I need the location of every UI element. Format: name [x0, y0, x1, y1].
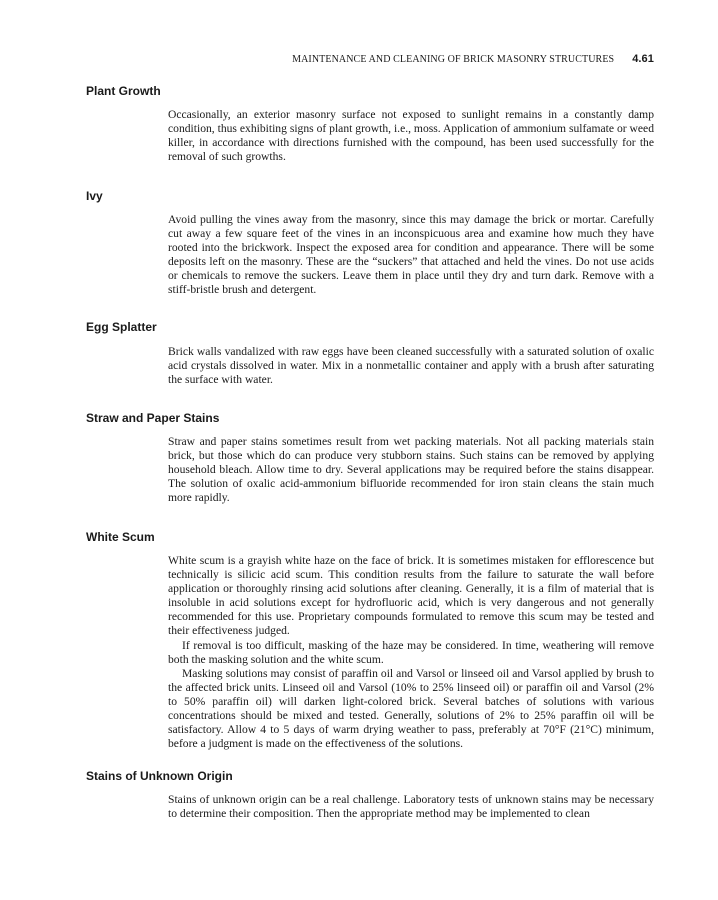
paragraph: Brick walls vandalized with raw eggs have been cleaned successfully with a saturated solution of oxalic acid crystals dissolved in water. Mix in a nonmetallic container and apply with a brush after saturating the surface with water. [168, 345, 654, 387]
section-body-egg-splatter [168, 345, 654, 387]
paragraph: Stains of unknown origin can be a real challenge. Laboratory tests of unknown stains may be necessary to determine their composition. Then the appropriate method may be implemented to clean [168, 793, 654, 821]
section-heading-straw-and-paper-stains: Straw and Paper Stains [86, 411, 220, 425]
running-header [292, 53, 654, 65]
section-body-plant-growth [168, 108, 654, 164]
page-number: 4.61 [632, 53, 654, 65]
section-body-white-scum [168, 554, 654, 751]
paragraph: Straw and paper stains sometimes result from wet packing materials. Not all packing materials stain brick, but those which do can produce very stubborn stains. Such stains can be removed by applying household bleach. Allow time to dry. Several applications may be required before the stains disappear. The solution of oxalic acid-ammonium bifluoride recommended for iron stain cleans the stain much more rapidly. [168, 435, 654, 505]
section-body-ivy [168, 213, 654, 298]
section-heading-stains-of-unknown-origin: Stains of Unknown Origin [86, 769, 233, 783]
paragraph: Masking solutions may consist of paraffin oil and Varsol or linseed oil and Varsol applied by brush to the affected brick units. Linseed oil and Varsol (10% to 25% linseed oil) or paraffin oil and Varsol (2% to 50% paraffin oil) will darken light-colored brick. Several batches of solutions with various concentrations should be mixed and tested. Generally, solutions of 2% to 25% paraffin oil will be satisfactory. Allow 4 to 5 days of warm drying weather to pass, preferably at 70°F (21°C) minimum, before a judgment is made on the effectiveness of the solutions. [168, 666, 654, 751]
paragraph: Avoid pulling the vines away from the masonry, since this may damage the brick or mortar. Carefully cut away a few square feet of the vines in an inconspicuous area and examine how much they have rooted into the brickwork. Inspect the exposed area for condition and appearance. There will be some deposits left on the masonry. These are the “suckers” that attached and held the vines. Do not use acids or chemicals to remove the suckers. Leave them in place until they dry and turn dark. Remove with a stiff-bristle brush and detergent. [168, 213, 654, 297]
running-header-title: MAINTENANCE AND CLEANING OF BRICK MASONRY STRUCTURES [292, 54, 615, 65]
paragraph: If removal is too difficult, masking of the haze may be considered. In time, weathering will remove both the masking solution and the white scum. [168, 638, 654, 666]
section-heading-ivy: Ivy [86, 189, 103, 203]
section-body-stains-of-unknown-origin [168, 793, 654, 821]
section-body-straw-and-paper-stains [168, 435, 654, 505]
paragraph: White scum is a grayish white haze on the face of brick. It is sometimes mistaken for efflorescence but technically is silicic acid scum. This condition results from the failure to saturate the wall before application or thoroughly rinsing acid solutions after cleaning. Generally, it is a film of material that is insoluble in acid solutions except for hydrofluoric acid, which is very dangerous and not generally recommended for this use. Proprietary compounds formulated to remove this scum may be tested and their effectiveness judged. [168, 554, 654, 638]
section-heading-white-scum: White Scum [86, 530, 155, 544]
section-heading-egg-splatter: Egg Splatter [86, 320, 157, 334]
section-heading-plant-growth: Plant Growth [86, 84, 161, 98]
paragraph: Occasionally, an exterior masonry surface not exposed to sunlight remains in a constantly damp condition, thus exhibiting signs of plant growth, i.e., moss. Application of ammonium sulfamate or weed killer, in accordance with directions furnished with the compound, has been used successfully for the removal of such growths. [168, 108, 654, 164]
